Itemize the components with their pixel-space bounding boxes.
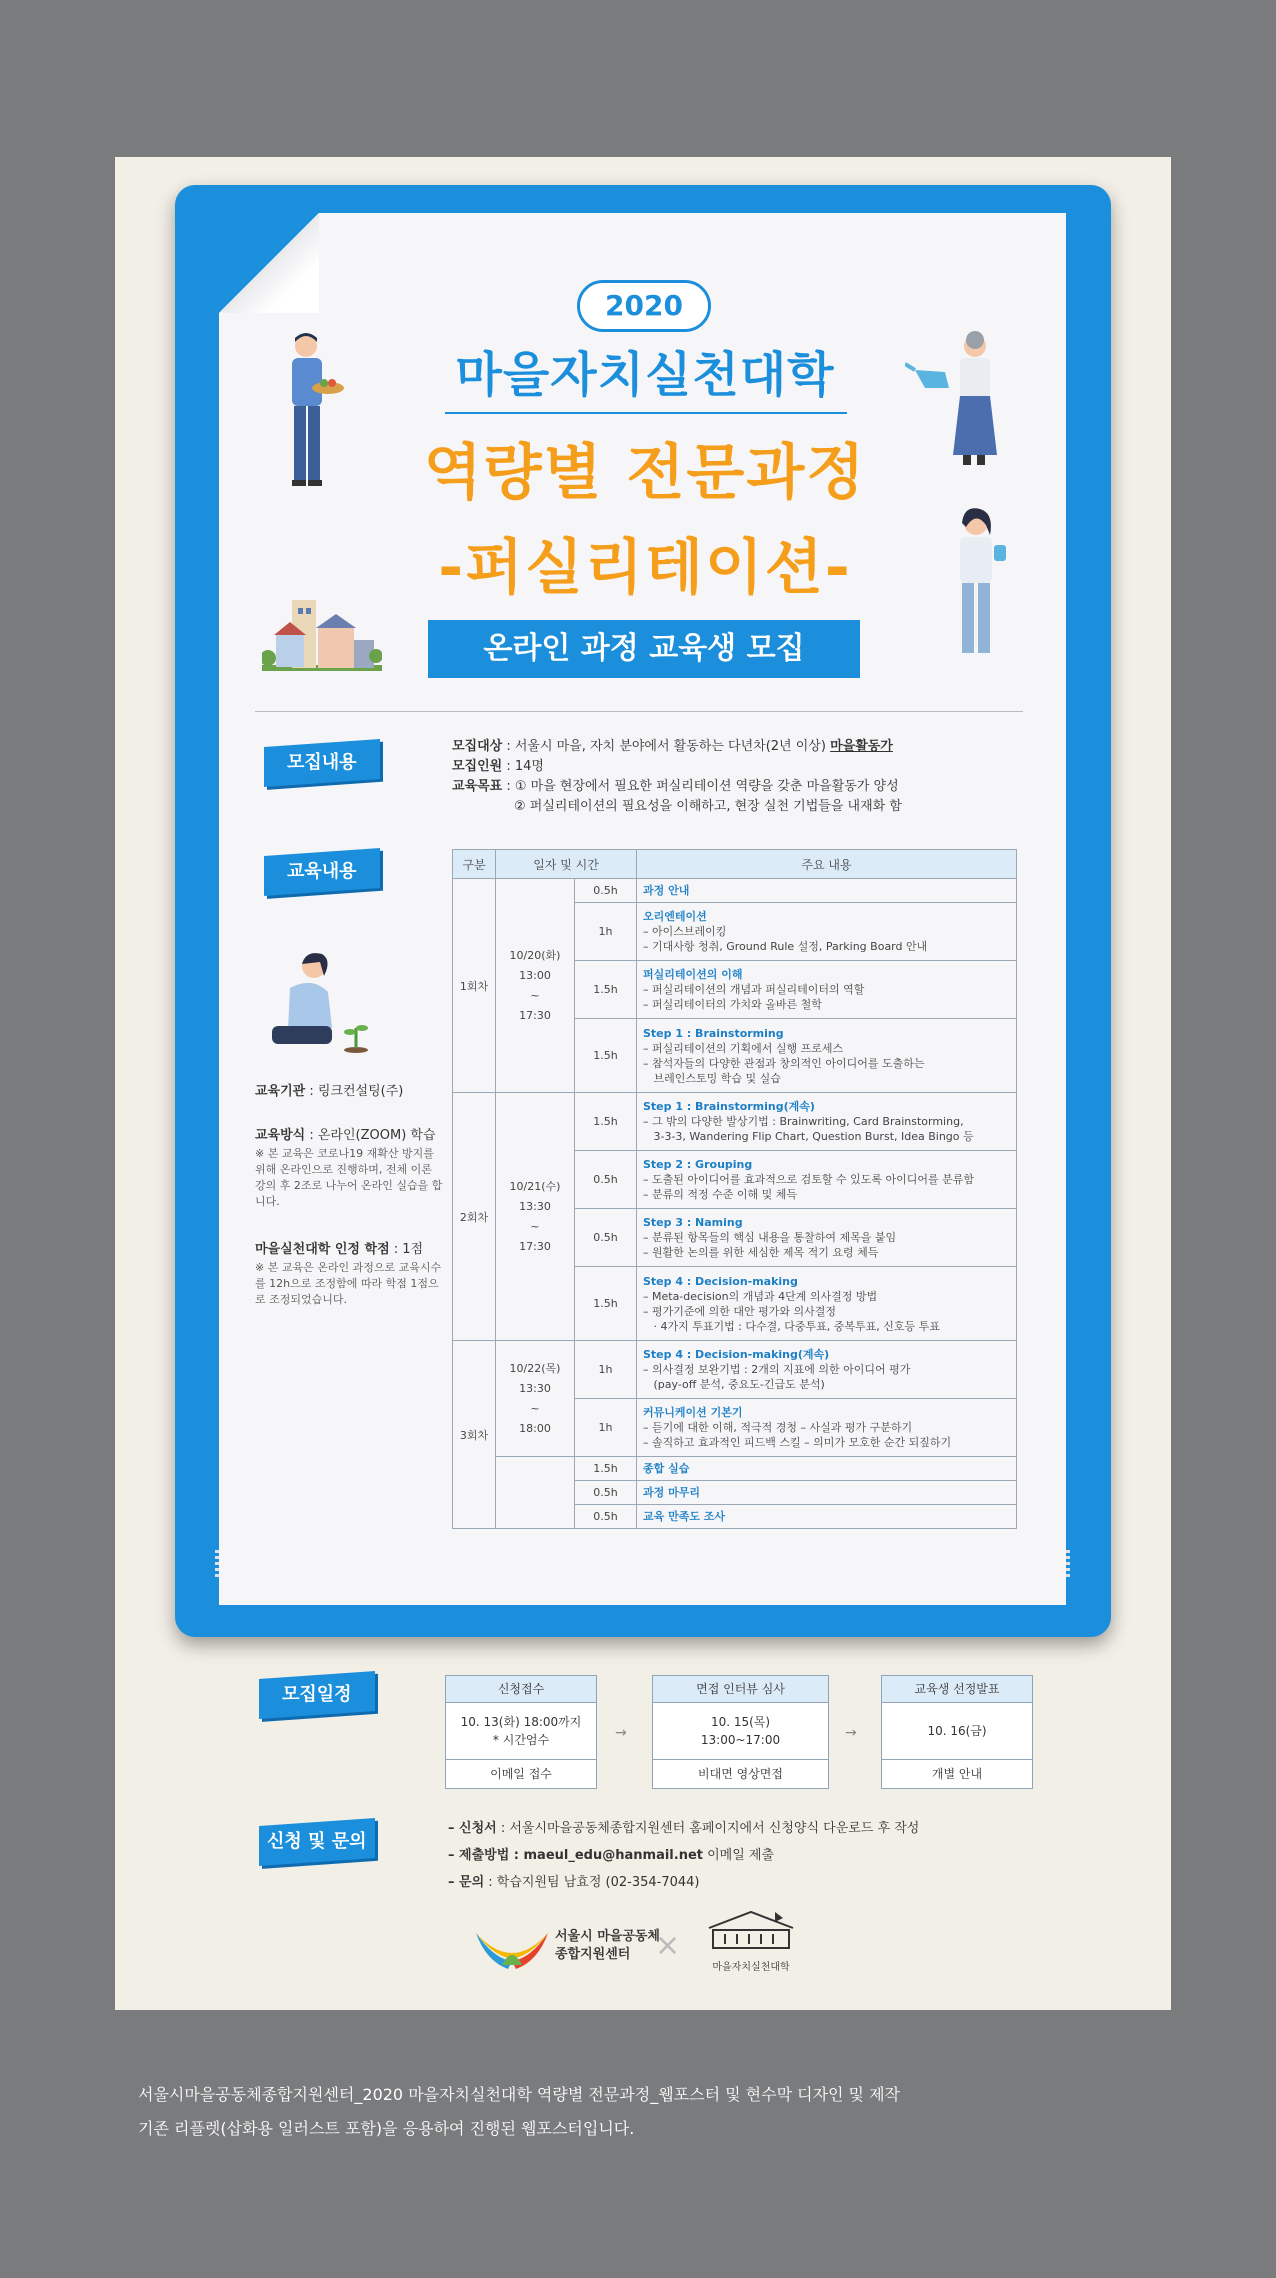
target-emphasis: 마을활동가: [830, 739, 893, 754]
flow-step-foot: 개별 안내: [882, 1759, 1032, 1788]
empty-cell: [496, 1457, 575, 1481]
recruit-info: [452, 737, 1012, 817]
curriculum-table: [452, 849, 1017, 1529]
session-2-time: 10/21(수) 13:30 ~ 17:30: [496, 1093, 575, 1341]
seoul-center-logo-text: 서울시 마을공동체 종합지원센터: [555, 1929, 660, 1962]
flow-step-body: 10. 16(금): [927, 1724, 987, 1738]
flow-step-head: 면접 인터뷰 심사: [653, 1676, 828, 1703]
duration-cell: 1.5h: [575, 961, 637, 1019]
flow-step-body: 10. 15(목) 13:00~17:00: [700, 1715, 781, 1747]
collab-x-icon: ×: [655, 1928, 681, 1963]
session-1-time: 10/20(화) 13:00 ~ 17:30: [496, 879, 575, 1093]
duration-cell: 1.5h: [575, 1457, 637, 1481]
session-3-label: 3회차: [453, 1341, 496, 1529]
content-cell: Step 4 : Decision-making(계속) – 의사결정 보완기법 : 2개의 지표에 의한 아이디어 평가 (pay-off 분석, 중요도-긴급도 분석): [637, 1341, 1017, 1399]
course-title: 역량별 전문과정: [423, 438, 867, 508]
duration-cell: 1.5h: [575, 1093, 637, 1151]
session-1-label: 1회차: [453, 879, 496, 1093]
footer-line-2: 기존 리플렛(삽화용 일러스트 포함)을 응용하여 진행된 웹포스터입니다.: [138, 2119, 635, 2138]
contact-label: – 문의: [448, 1875, 485, 1890]
content-cell: Step 1 : Brainstorming(계속) – 그 밖의 다양한 발상기법 : Brainwriting, Card Brainstorming, 3-3-3, Wandering Flip Chart, Question Burst, Idea Bingo 등: [637, 1093, 1017, 1151]
schedule-section-tag: 모집일정: [259, 1671, 375, 1719]
content-cell: 커뮤니케이션 기본기 – 듣기에 대한 이해, 적극적 경청 – 사실과 평가 구분하기 – 솔직하고 효과적인 피드백 스킬 – 의미가 모호한 순간 되짚하기: [637, 1399, 1017, 1457]
village-college-logo-text: 마을자치실천대학: [712, 1962, 790, 1973]
org-value: : 링크컨설팅(주): [305, 1084, 404, 1099]
submit-value: 이메일 제출: [702, 1848, 775, 1863]
submit-label: – 제출방법: [448, 1848, 510, 1863]
header-datetime: 일자 및 시간: [496, 850, 637, 879]
content-cell: 교육 만족도 조사: [637, 1505, 1017, 1529]
woman-planting-illustration: [262, 948, 372, 1058]
table-row: [453, 1505, 1017, 1529]
side-info: [255, 1082, 445, 1308]
course-subtitle: -퍼실리테이션-: [438, 533, 852, 603]
count-value: : 14명: [502, 759, 544, 774]
target-label: 모집대상: [452, 739, 503, 754]
duration-cell: 1h: [575, 1399, 637, 1457]
page-curl-shade: [219, 213, 319, 313]
content-cell: 과정 안내: [637, 879, 1017, 903]
method-value: : 온라인(ZOOM) 학습: [305, 1128, 436, 1143]
session-2-label: 2회차: [453, 1093, 496, 1341]
woman-standing-illustration: [940, 505, 1020, 665]
credit-label: 마을실천대학 인정 학점: [255, 1242, 390, 1257]
flow-step-apply: [445, 1675, 597, 1789]
session-3-time: 10/22(목) 13:30 ~ 18:00: [496, 1341, 575, 1457]
count-label: 모집인원: [452, 759, 503, 774]
form-label: – 신청서: [448, 1821, 497, 1836]
credit-value: : 1점: [389, 1242, 424, 1257]
duration-cell: 1.5h: [575, 1267, 637, 1341]
content-cell: 오리엔테이션 – 아이스브레이킹 – 기대사항 청취, Ground Rule 설정, Parking Board 안내: [637, 903, 1017, 961]
submit-email[interactable]: : maeul_edu@hanmail.net: [509, 1848, 703, 1863]
apply-section-tag: 신청 및 문의: [259, 1818, 375, 1866]
village-college-logo: [703, 1908, 799, 1958]
man-with-basket-illustration: [270, 330, 350, 495]
table-header-row: [453, 850, 1017, 879]
flow-step-foot: 비대면 영상면접: [653, 1759, 828, 1788]
seoul-center-logo: [472, 1925, 552, 1969]
content-cell: 종합 실습: [637, 1457, 1017, 1481]
header-content: 주요 내용: [637, 850, 1017, 879]
apply-info: [448, 1815, 1048, 1896]
flow-step-interview: [652, 1675, 829, 1789]
footer-line-1: 서울시마을공동체종합지원센터_2020 마을자치실천대학 역량별 전문과정_웹포스터 및 현수막 디자인 및 제작: [138, 2085, 901, 2104]
credit-note: ※ 본 교육은 온라인 과정으로 교육시수를 12h으로 조정함에 따라 학점 1점으로 조정되었습니다.: [255, 1261, 442, 1306]
table-row: [453, 1457, 1017, 1481]
section-divider: [255, 711, 1023, 712]
empty-cell: [496, 1481, 575, 1505]
goal-1: : ① 마을 현장에서 필요한 퍼실리테이션 역량을 갖춘 마을활동가 양성: [502, 779, 899, 794]
content-cell: Step 4 : Decision-making – Meta-decision의 개념과 4단계 의사결정 방법 – 평가기준에 의한 대안 평가와 의사결정 · 4가지 투표기법 : 다수결, 다중투표, 중복투표, 신호등 투표: [637, 1267, 1017, 1341]
recruit-banner: 온라인 과정 교육생 모집: [428, 620, 860, 678]
table-row: [453, 1093, 1017, 1151]
method-note: ※ 본 교육은 코로나19 재확산 방지를 위해 온라인으로 진행하며, 전체 이론 강의 후 2조로 나누어 온라인 실습을 합니다.: [255, 1147, 443, 1208]
content-cell: Step 1 : Brainstorming – 퍼실리테이션의 기획에서 실행 프로세스 – 참석자들의 다양한 관점과 창의적인 아이디어를 도출하는 브레인스토밍 학습 및 실습: [637, 1019, 1017, 1093]
village-houses-illustration: [262, 580, 382, 680]
flow-step-foot: 이메일 접수: [446, 1759, 596, 1788]
form-value: : 서울시마을공동체종합지원센터 홈페이지에서 신청양식 다운로드 후 작성: [496, 1821, 920, 1836]
content-cell: 퍼실리테이션의 이해 – 퍼실리테이션의 개념과 퍼실리테이터의 역할 – 퍼실리테이터의 가치와 올바른 철학: [637, 961, 1017, 1019]
education-section-tag: 교육내용: [264, 848, 380, 896]
flow-arrow-icon: →: [845, 1725, 857, 1741]
method-label: 교육방식: [255, 1128, 306, 1143]
duration-cell: 1h: [575, 1341, 637, 1399]
contact-value: : 학습지원팀 남효정 (02-354-7044): [484, 1875, 700, 1890]
content-cell: 과정 마무리: [637, 1481, 1017, 1505]
year-badge: 2020: [577, 280, 711, 332]
target-value: : 서울시 마을, 자치 분야에서 활동하는 다년차(2년 이상): [502, 739, 831, 754]
content-cell: Step 3 : Naming – 분류된 항목들의 핵심 내용을 통찰하여 제목을 붙임 – 원활한 논의를 위한 세심한 제목 적기 요령 체득: [637, 1209, 1017, 1267]
flow-step-head: 신청접수: [446, 1676, 596, 1703]
header-session: 구분: [453, 850, 496, 879]
duration-cell: 0.5h: [575, 1151, 637, 1209]
recruit-section-tag: 모집내용: [264, 739, 380, 787]
table-row: [453, 1341, 1017, 1399]
goal-2: ② 퍼실리테이션의 필요성을 이해하고, 현장 실천 기법들을 내재화 함: [514, 799, 902, 814]
table-row: [453, 1481, 1017, 1505]
goal-label: 교육목표: [452, 779, 503, 794]
table-row: [453, 879, 1017, 903]
flow-step-announce: [881, 1675, 1033, 1789]
flow-step-body: 10. 13(화) 18:00까지 * 시간엄수: [460, 1715, 582, 1747]
empty-cell: [496, 1505, 575, 1529]
flow-step-head: 교육생 선정발표: [882, 1676, 1032, 1703]
woman-watering-illustration: [905, 330, 1005, 470]
program-title: 마을자치실천대학: [455, 347, 835, 403]
flow-arrow-icon: →: [615, 1725, 627, 1741]
duration-cell: 1h: [575, 903, 637, 961]
duration-cell: 1.5h: [575, 1019, 637, 1093]
duration-cell: 0.5h: [575, 879, 637, 903]
title-underline: [445, 412, 847, 414]
org-label: 교육기관: [255, 1084, 306, 1099]
duration-cell: 0.5h: [575, 1505, 637, 1529]
duration-cell: 0.5h: [575, 1209, 637, 1267]
content-cell: Step 2 : Grouping – 도출된 아이디어를 효과적으로 검토할 수 있도록 아이디어를 분류함 – 분류의 적정 수준 이해 및 체득: [637, 1151, 1017, 1209]
duration-cell: 0.5h: [575, 1481, 637, 1505]
